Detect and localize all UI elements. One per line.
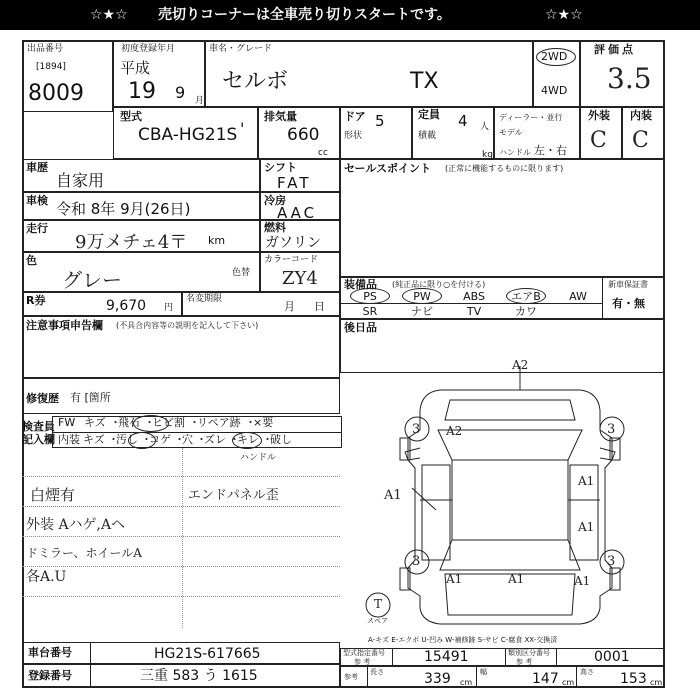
equip-row-line [340,303,602,304]
hw-divider [182,448,183,628]
warranty-value: 有・無 [612,297,645,310]
shift-label: シフト [264,161,297,174]
mark-bottom-right: A1 [574,574,591,588]
mark-bottom-right-circle: 3 [607,554,616,569]
name-change-month: 月 [284,300,295,313]
inspector-term: ・ [196,433,207,446]
equip-circle [402,288,442,304]
category-label: 車歴 [26,161,48,174]
registration-value: 三重 583 う 1615 [140,668,258,684]
inspector-term: 破し [270,433,292,446]
class-ref-value: 0001 [594,649,630,665]
mileage-value: 9万メチェ4〒 [75,232,188,253]
inspector-term: ズレ [204,433,226,446]
width-label: 幅 [480,668,487,676]
rtax-value: 9,670 [106,298,147,314]
equip-item: ABS [463,290,485,303]
score-label: 評価点 [594,43,636,56]
mark-top: A2 [512,358,529,372]
inspector-label1: 検査員 [22,420,55,433]
drive-2wd: 2WD [541,50,568,63]
model-ref-label: 型式指定番号 [343,649,385,657]
ref-b-divider-3 [576,666,577,688]
car-damage-diagram [360,360,660,640]
dealer-handle-label: ハンドル [499,148,531,157]
lot-label: 出品番号 [27,44,64,54]
mark-right-side-lower: A1 [578,520,595,534]
inspector-term: 内装 [58,433,80,446]
color-code-label: カラーコード [264,255,319,265]
capacity-load-label: 積載 [418,131,437,141]
capacity-load-unit: kg [482,150,493,160]
ref-divider-3 [556,648,557,666]
dealer-model-label: モデル [499,128,523,137]
colorno-label: 色替 [232,268,251,278]
sales-point-label: セールスポイント [344,162,432,175]
length-label: 長さ [370,668,384,676]
class-ref-sub: 参 考 [516,658,533,666]
hw-right1: エンドパネル歪 [188,488,279,503]
inspector-term: ・ [141,433,152,446]
int-score: C [632,128,649,153]
fuel-label: 燃料 [264,221,286,234]
doors-label: ドア [344,110,366,123]
inspector-term: ヒビ割 [152,416,185,429]
ref-label: 参考 [344,673,358,681]
height-unit: cm [650,678,663,687]
first-reg-era: 平成 [120,59,151,77]
model-ref-value: 15491 [424,649,469,665]
ref-bottom-cell [340,666,665,688]
mark-spare-label: スペア [367,617,388,625]
capacity-value: 4 [458,112,468,130]
doors-value: 5 [375,112,385,130]
category-value: 自家用 [56,171,105,190]
length-value: 339 [424,671,451,687]
repair-value: 有 [箇所 [70,391,111,404]
ref-b-divider-2 [476,666,477,688]
name-change-label: 名変期限 [186,294,223,304]
equip-item: ナビ [411,305,433,318]
height-value: 153 [620,671,647,687]
mark-right-side-upper: A1 [578,474,595,488]
equip-label: 装備品 [344,278,377,291]
name-change-day: 日 [314,300,325,313]
width-value: 147 [532,671,559,687]
ext-score: C [590,128,607,153]
equip-divider [602,277,603,319]
ext-label: 外装 [588,109,610,122]
equip-item: エアB [511,290,541,303]
mark-bottom-center: A1 [508,572,525,586]
capacity-label: 定員 [418,108,440,121]
equip-circle [350,288,390,304]
registration-label: 登録番号 [28,669,72,682]
lot-sub: [1894] [36,62,66,72]
color-value: グレー [62,268,122,292]
capacity-unit: 人 [480,122,490,132]
hw-line-2 [22,506,340,507]
equip-sub: (純正品に限り○を付ける) [392,280,486,289]
aircon-value: AAC [277,204,318,222]
first-reg-month: 9 [175,83,186,102]
drive-4wd: 4WD [541,84,568,97]
length-unit: cm [460,678,473,687]
dealer-label: ディーラー・並行 [499,113,563,122]
inspector-term: 汚し [116,433,138,446]
score-value: 3.5 [607,62,652,95]
width-unit: cm [562,678,575,687]
equip-item: SR [362,305,378,318]
chassis-value: HG21S-617665 [154,646,261,662]
sales-point-cell [340,159,665,277]
inspector-term: キズ [83,433,105,446]
mark-top-right-circle: 3 [607,422,616,437]
damage-legend: A-キズ E-エクボ U-凹み W-補修跡 S-サビ C-腐食 XX-交換済 [368,636,558,644]
rtax-cell [22,292,182,316]
model-label: 型式 [120,110,142,123]
hw-line-5 [22,596,340,597]
first-reg-label: 初度登録年月 [121,44,176,54]
inspection-label: 車検 [26,194,48,207]
notes-sub: (不具合内容等の説明を記入して下さい) [116,321,259,330]
repair-label: 修復歴 [26,392,59,405]
rtax-unit: 円 [164,303,174,313]
displacement-unit: cc [318,148,328,158]
displacement-value: 660 [287,125,320,145]
rtax-label: R券 [26,294,46,307]
inspector-term: キレ [237,433,259,446]
hw-line-1 [22,476,340,477]
banner-stars-right: ☆★☆ [545,7,583,23]
doors-shape-label: 形状 [344,131,363,141]
equip-item: PW [413,290,431,303]
equip-circle [506,288,546,304]
mileage-unit: km [208,234,226,247]
equip-item: PS [363,290,377,303]
color-code: ZY4 [282,268,318,289]
car-label: 車名・グレード [209,44,273,54]
inspector-label2: 記入欄 [22,433,55,446]
inspector-term: ・ [229,433,240,446]
equip-item: AW [569,290,587,303]
inspector-note-under: ハンドル [240,453,277,463]
mark-bottom-left-circle: 3 [412,554,421,569]
inspector-term: 穴 [182,433,193,446]
inspector-term: ・ [108,433,119,446]
model-value: CBA-HG21S [138,125,238,145]
inspector-term: コゲ [149,433,171,446]
equip-item: カワ [515,305,537,318]
inspector-term: ・ [110,416,121,429]
warranty-label: 新車保証書 [608,280,648,289]
car-name: セルボ [222,69,289,94]
sales-point-sub: (正常に機能するものに限ります) [445,164,564,173]
ref-divider-1 [392,648,393,666]
inspector-term: リペア跡 [197,416,241,429]
notes-label: 注意事項申告欄 [26,319,103,332]
fuel-value: ガソリン [265,235,321,251]
hw-line2: 外装 Aハゲ,Aヘ [26,517,126,533]
lot-number: 8009 [28,81,84,106]
hw-line-4 [22,566,340,567]
ref-divider-2 [505,648,506,666]
aircon-label: 冷房 [264,194,286,207]
inspector-term: ・ [189,416,200,429]
car-grade: TX [410,69,439,94]
banner-message: 売切りコーナーは全車売り切りスタートです。 [158,7,451,23]
int-label: 内装 [630,109,652,122]
inspector-term: ・ [262,433,273,446]
color-cell [22,252,260,292]
banner-stars-left: ☆★☆ [90,7,128,23]
mark-top-left-circle: 3 [412,422,421,437]
hw-line4: 各A.U [26,569,67,585]
after-label: 後日品 [344,321,377,334]
height-label: 高さ [580,668,594,676]
hw-line-3 [22,536,340,537]
mark-left-side: A1 [384,488,402,503]
hw-line3: ドミラー、ホイールA [26,546,142,560]
inspector-term: 飛石 [118,416,140,429]
model-mark: ' [240,119,245,138]
inspector-term: FW [58,416,76,429]
displacement-label: 排気量 [264,110,297,123]
inspector-term: ・ [245,416,256,429]
inspector-term: ・ [144,416,155,429]
first-reg-year: 19 [128,79,156,104]
color-label: 色 [26,254,37,267]
chassis-label: 車台番号 [28,646,72,659]
mark-spare: T [374,597,383,611]
hw-line1: 白煙有 [30,486,76,504]
inspector-term: ×要 [253,416,274,429]
shift-value: FAT [277,174,312,192]
top-banner [0,0,700,30]
class-ref-label: 類別区分番号 [508,649,550,657]
dealer-handle-value: 左・右 [534,144,567,157]
model-ref-sub: 参 考 [354,658,371,666]
mark-top-left-label: A2 [446,424,463,438]
first-reg-month-unit: 月 [195,96,205,106]
mark-bottom-left: A1 [446,572,463,586]
mileage-label: 走行 [26,222,48,235]
inspection-value: 令和 8年 9月(26日) [56,200,191,218]
inspector-term: ・ [174,433,185,446]
ref-b-divider-1 [367,666,368,688]
equip-item: TV [466,305,482,318]
inspector-term: キズ [84,416,106,429]
